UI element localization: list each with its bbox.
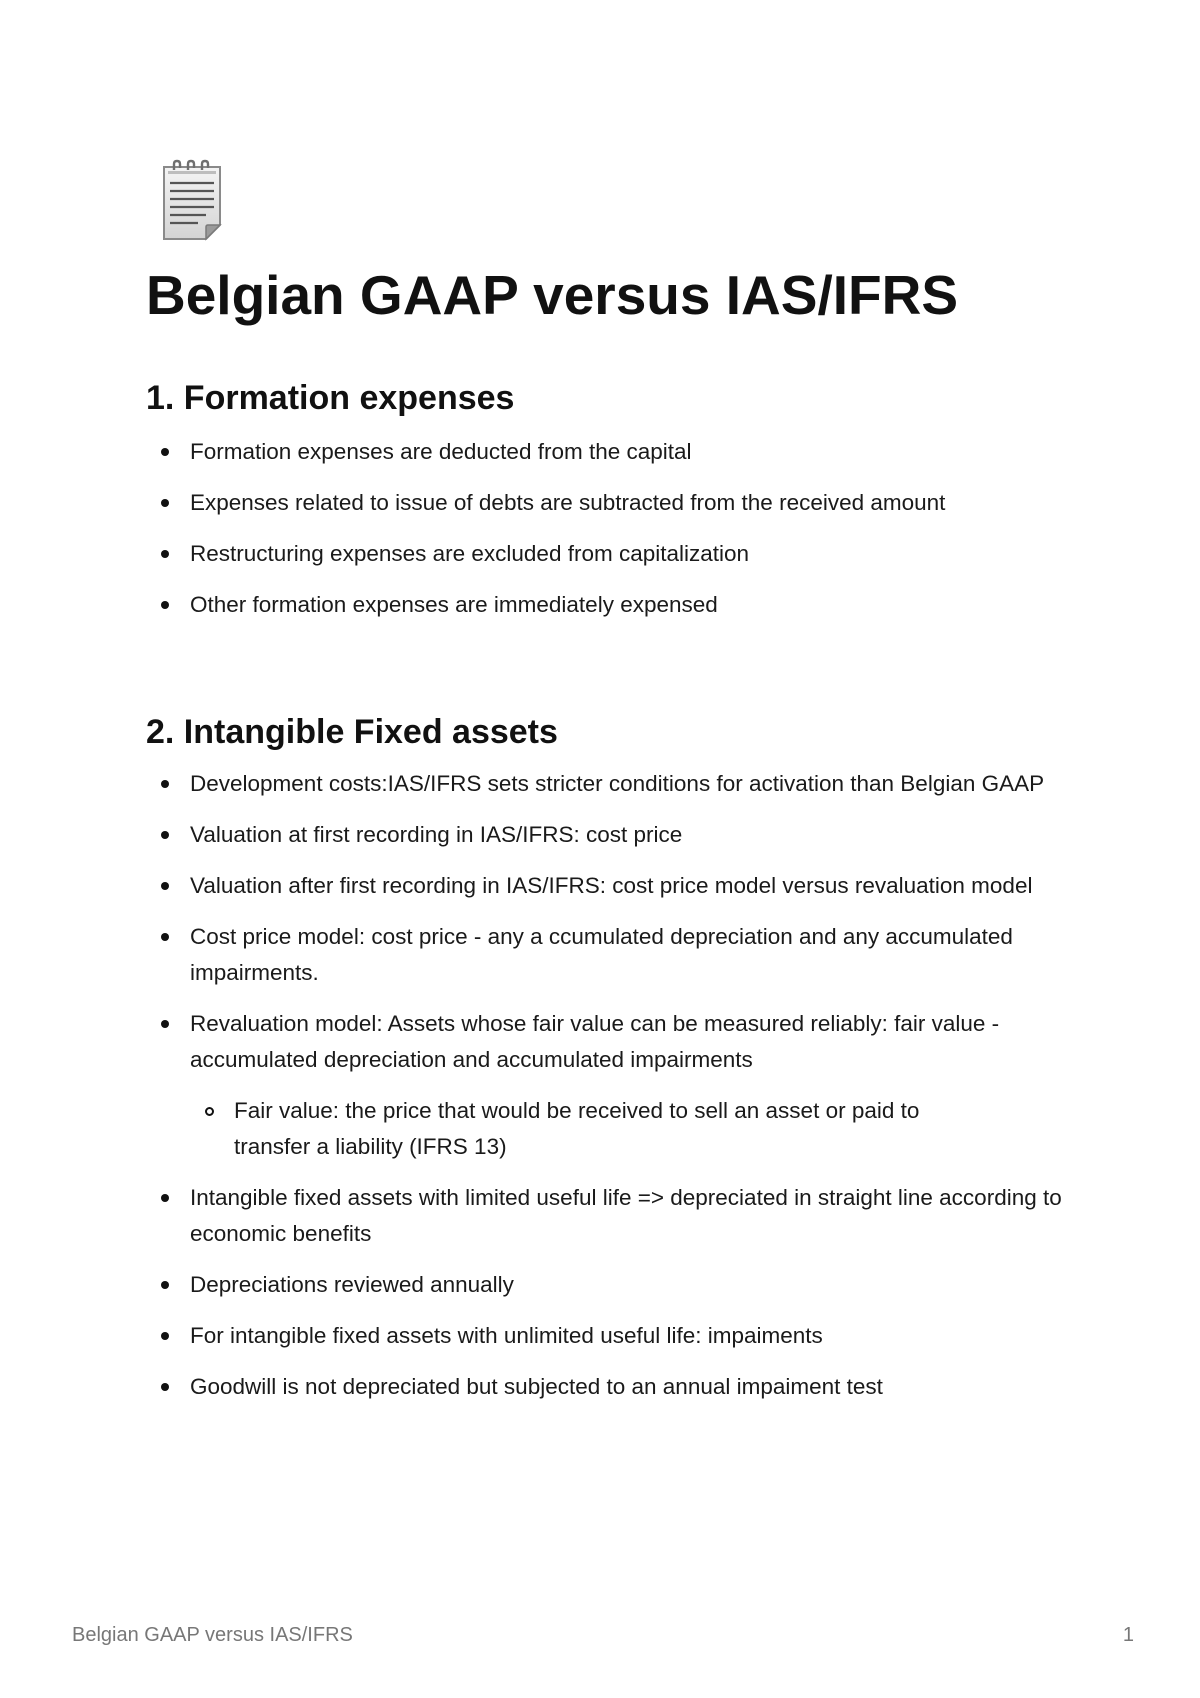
page-title: Belgian GAAP versus IAS/IFRS <box>146 264 959 326</box>
list-item: Cost price model: cost price - any a ccumulated depreciation and any accumulated impairments. <box>0 919 1070 991</box>
notepad-icon <box>160 159 226 241</box>
sub-list-item: Fair value: the price that would be received to sell an asset or paid to transfer a liability (IFRS 13) <box>0 1093 994 1165</box>
list-item: Development costs:IAS/IFRS sets stricter conditions for activation than Belgian GAAP <box>0 766 1070 802</box>
list-item: For intangible fixed assets with unlimited useful life: impaiments <box>0 1318 1070 1354</box>
section-heading-formation-expenses: 1. Formation expenses <box>146 379 515 417</box>
list-item: Valuation after first recording in IAS/IFRS: cost price model versus revaluation model <box>0 868 1070 904</box>
list-item: Goodwill is not depreciated but subjected to an annual impaiment test <box>0 1369 1070 1405</box>
list-item: Depreciations reviewed annually <box>0 1267 1070 1303</box>
list-item: Other formation expenses are immediately expensed <box>0 587 1070 623</box>
list-item: Revaluation model: Assets whose fair value can be measured reliably: fair value - accumulated depreciation and accumulated impairments <box>0 1006 1070 1078</box>
list-item: Intangible fixed assets with limited useful life => depreciated in straight line according to economic benefits <box>0 1180 1070 1252</box>
footer-page-number: 1 <box>1122 1624 1134 1646</box>
bullet-list-formation-expenses <box>0 434 1200 623</box>
list-item: Formation expenses are deducted from the capital <box>0 434 1070 470</box>
section-heading-intangible-fixed-assets: 2. Intangible Fixed assets <box>146 713 558 751</box>
list-item: Restructuring expenses are excluded from capitalization <box>0 536 1070 572</box>
footer-document-title: Belgian GAAP versus IAS/IFRS <box>72 1624 353 1646</box>
list-item: Expenses related to issue of debts are subtracted from the received amount <box>0 485 1070 521</box>
bullet-list-intangible-fixed-assets <box>0 766 1200 1405</box>
list-item: Valuation at first recording in IAS/IFRS: cost price <box>0 817 1070 853</box>
